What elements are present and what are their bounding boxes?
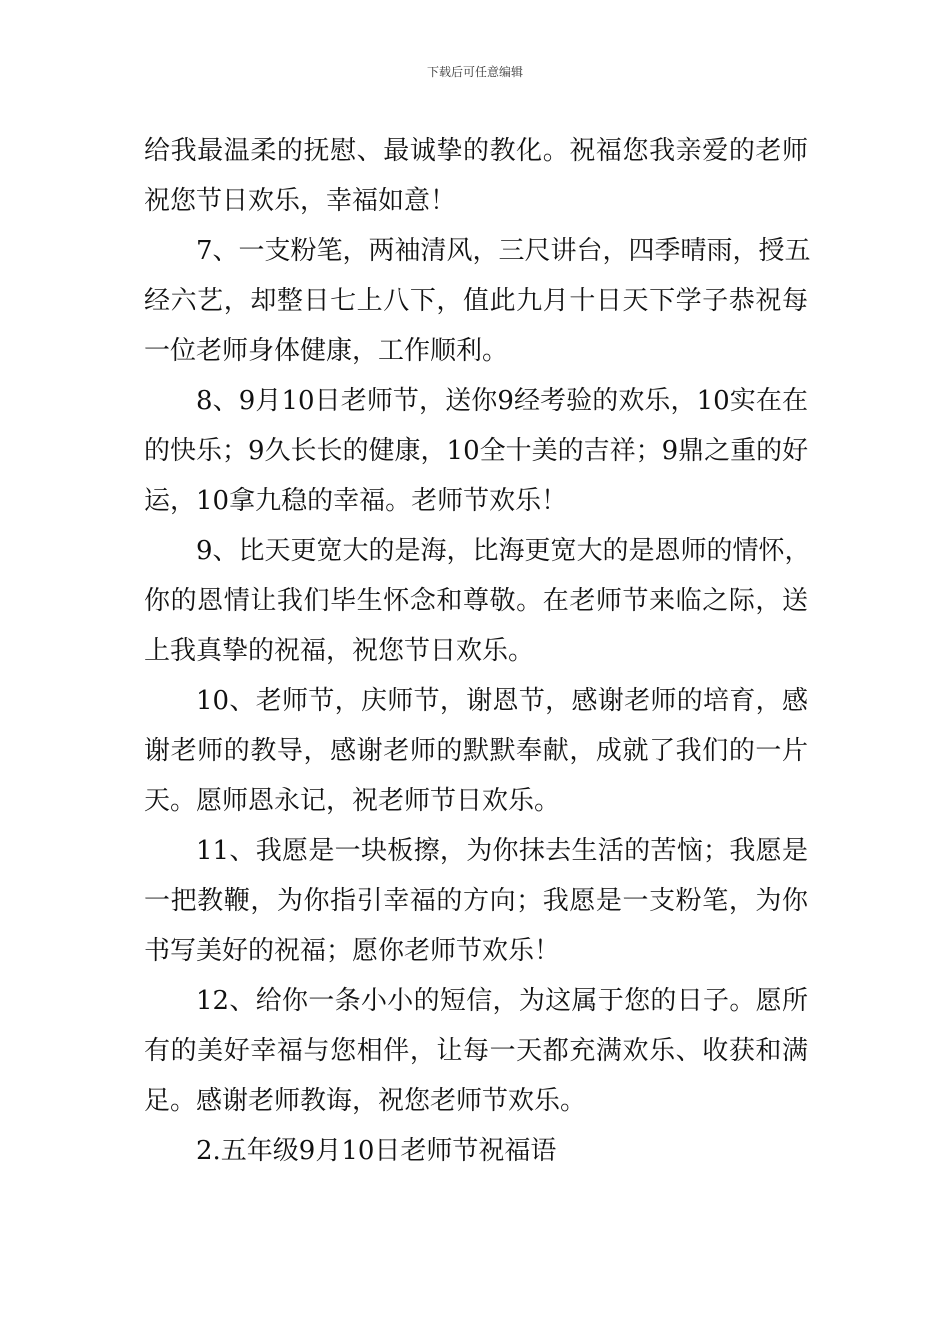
section-heading	[144, 1126, 808, 1176]
text-line: 10、老师节，庆师节，谢恩节，感谢老师的培育，感	[196, 686, 808, 716]
text-line: 运，10拿九稳的幸福。老师节欢乐！	[144, 486, 568, 516]
text-line: 12、给你一条小小的短信，为这属于您的日子。愿所	[196, 986, 808, 1016]
page-header-note: 下载后可任意编辑	[426, 65, 523, 79]
text-line: 天。愿师恩永记，祝老师节日欢乐。	[144, 786, 561, 816]
document-body	[144, 126, 811, 1176]
text-line: 谢老师的教导，感谢老师的默默奉献，成就了我们的一片	[144, 736, 808, 766]
text-line: 一把教鞭，为你指引幸福的方向；我愿是一支粉笔，为你	[144, 886, 808, 916]
text-line: 有的美好幸福与您相伴，让每一天都充满欢乐、收获和满	[144, 1036, 808, 1066]
text-line: 祝您节日欢乐，幸福如意！	[144, 186, 457, 216]
paragraph	[144, 126, 808, 226]
paragraph	[144, 376, 808, 526]
text-line: 7、一支粉笔，两袖清风，三尺讲台，四季晴雨，授五	[196, 236, 811, 266]
text-line: 9、比天更宽大的是海，比海更宽大的是恩师的情怀，	[196, 536, 811, 566]
text-line: 你的恩情让我们毕生怀念和尊敬。在老师节来临之际，送	[144, 586, 808, 616]
paragraph	[144, 976, 808, 1126]
paragraph	[144, 676, 808, 826]
text-line: 上我真挚的祝福，祝您节日欢乐。	[144, 636, 535, 666]
paragraph	[144, 526, 811, 676]
text-line: 的快乐；9久长长的健康，10全十美的吉祥；9鼎之重的好	[144, 436, 809, 466]
text-line: 足。感谢老师教诲，祝您老师节欢乐。	[144, 1086, 587, 1116]
paragraph	[144, 226, 811, 376]
text-line: 经六艺，却整日七上八下，值此九月十日天下学子恭祝每	[144, 286, 808, 316]
text-line: 书写美好的祝福；愿你老师节欢乐！	[144, 936, 561, 966]
text-line: 11、我愿是一块板擦，为你抹去生活的苦恼；我愿是	[196, 836, 808, 866]
heading-line: 2.五年级9月10日老师节祝福语	[196, 1136, 557, 1166]
text-line: 给我最温柔的抚慰、最诚挚的教化。祝福您我亲爱的老师	[144, 136, 808, 166]
text-line: 8、9月10日老师节，送你9经考验的欢乐，10实在在	[196, 386, 808, 416]
text-line: 一位老师身体健康，工作顺利。	[144, 336, 509, 366]
paragraph	[144, 826, 808, 976]
